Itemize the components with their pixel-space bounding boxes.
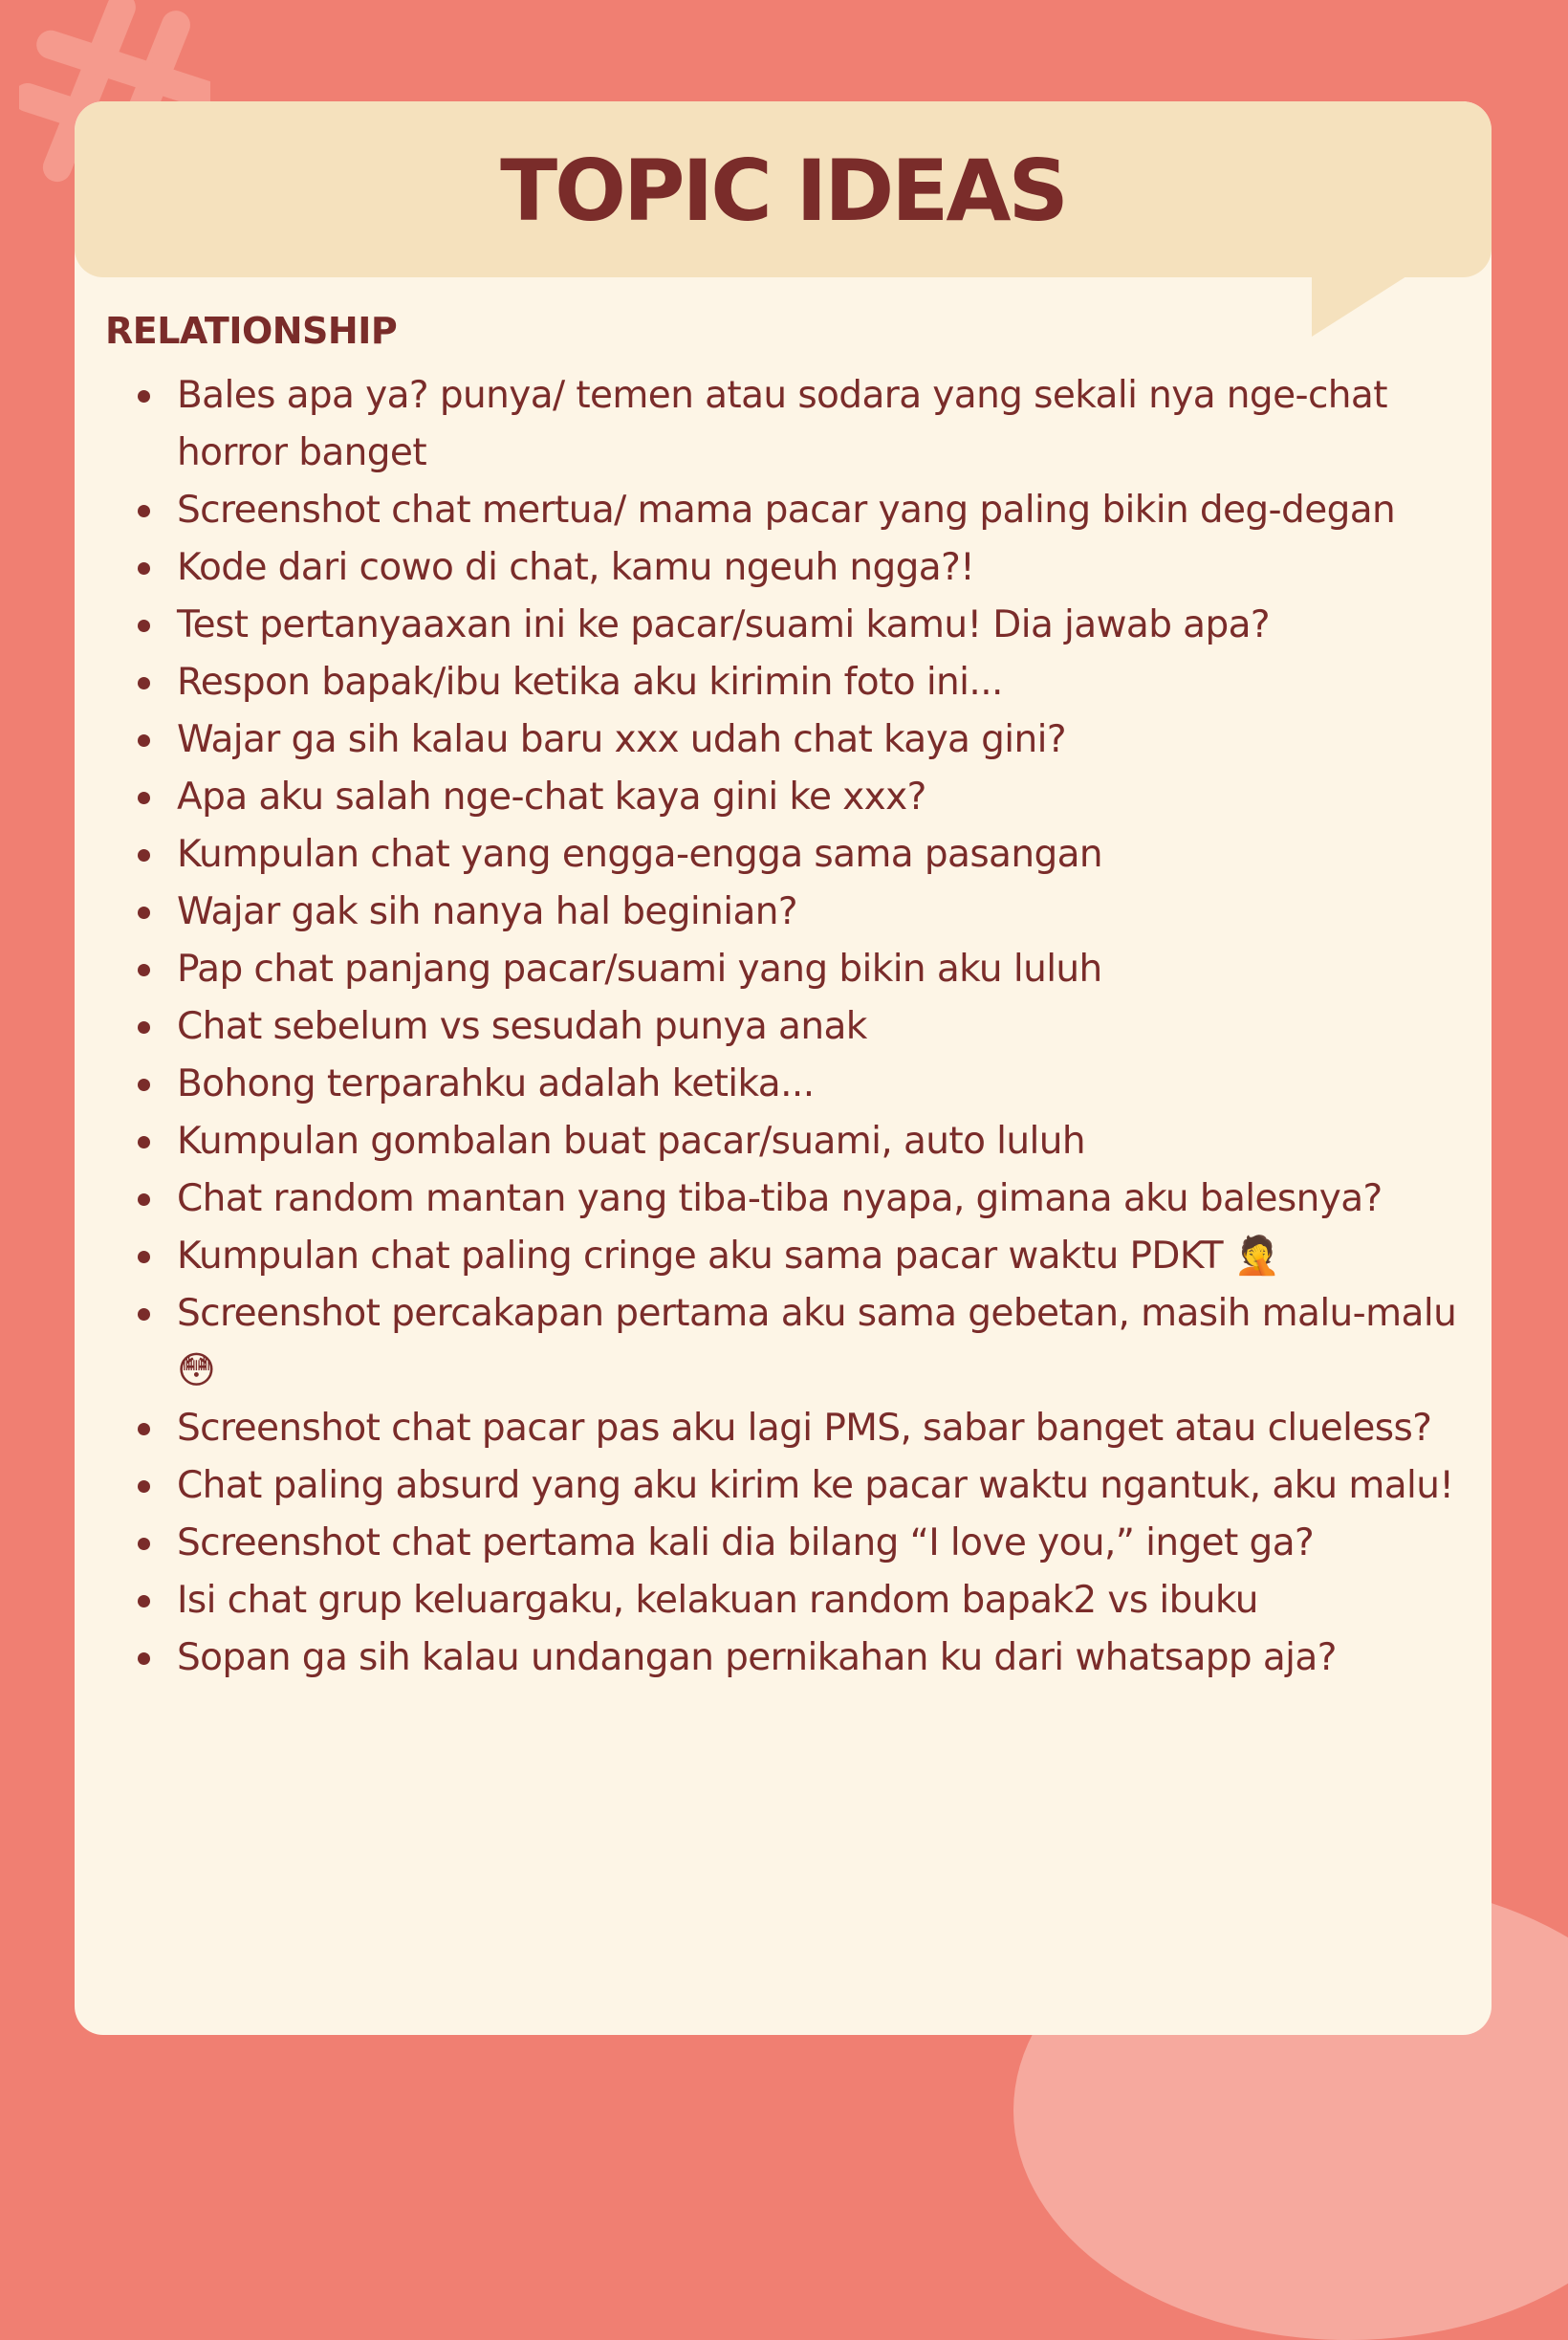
topic-text: Sopan ga sih kalau undangan pernikahan ku dari whatsapp aja?: [177, 1636, 1337, 1679]
topic-text: Isi chat grup keluargaku, kelakuan random bapak2 vs ibuku: [177, 1579, 1258, 1622]
list-item: [105, 941, 1482, 998]
bullet-icon: [138, 1308, 150, 1321]
topic-text: Kumpulan chat yang engga-engga sama pasangan: [177, 833, 1103, 876]
topic-text: Wajar gak sih nanya hal beginian?: [177, 890, 798, 933]
list-item: [105, 597, 1482, 654]
topic-text: Screenshot chat pertama kali dia bilang “I love you,” inget ga?: [177, 1521, 1315, 1564]
bullet-icon: [138, 620, 150, 632]
list-item: [105, 539, 1482, 597]
bullet-icon: [138, 734, 150, 747]
topic-text: Screenshot chat mertua/ mama pacar yang paling bikin deg-degan: [177, 489, 1396, 532]
bullet-icon: [138, 1079, 150, 1091]
bullet-icon: [138, 1021, 150, 1034]
list-item: [105, 1515, 1482, 1572]
topic-text: Screenshot chat pacar pas aku lagi PMS, sabar banget atau clueless?: [177, 1407, 1432, 1450]
list-item: [105, 367, 1482, 482]
topic-text: Pap chat panjang pacar/suami yang bikin aku luluh: [177, 948, 1102, 991]
topic-text: Chat sebelum vs sesudah punya anak: [177, 1005, 867, 1048]
topic-text: Bohong terparahku adalah ketika...: [177, 1062, 815, 1105]
section-title: RELATIONSHIP: [105, 310, 398, 352]
topic-text: Bales apa ya? punya/ temen atau sodara yang sekali nya nge-chat horror banget: [177, 374, 1387, 474]
list-item: [105, 1572, 1482, 1629]
bullet-icon: [138, 1595, 150, 1607]
topic-text: Test pertanyaaxan ini ke pacar/suami kamu! Dia jawab apa?: [177, 603, 1270, 646]
bullet-icon: [138, 1538, 150, 1550]
bullet-icon: [138, 562, 150, 575]
list-item: [105, 1400, 1482, 1457]
list-item: [105, 1113, 1482, 1170]
bullet-icon: [138, 1423, 150, 1435]
list-item: [105, 769, 1482, 826]
bullet-icon: [138, 1193, 150, 1206]
page-title: TOPIC IDEAS: [500, 142, 1066, 240]
topic-card: [75, 101, 1492, 2035]
list-item: [105, 654, 1482, 711]
topic-text: Chat paling absurd yang aku kirim ke pacar waktu ngantuk, aku malu!: [177, 1464, 1454, 1507]
bullet-icon: [138, 677, 150, 689]
topic-text: Kumpulan chat paling cringe aku sama pacar waktu PDKT 🤦: [177, 1235, 1280, 1278]
title-banner: [75, 101, 1492, 277]
list-item: [105, 884, 1482, 941]
list-item: [105, 998, 1482, 1056]
topic-text: Apa aku salah nge-chat kaya gini ke xxx?: [177, 776, 926, 819]
list-item: [105, 482, 1482, 539]
bullet-icon: [138, 849, 150, 862]
topic-text: Kumpulan gombalan buat pacar/suami, auto luluh: [177, 1120, 1085, 1163]
list-item: [105, 826, 1482, 884]
bullet-icon: [138, 505, 150, 517]
list-item: [105, 1285, 1482, 1400]
bullet-icon: [138, 1251, 150, 1263]
list-item: [105, 711, 1482, 769]
bullet-icon: [138, 1652, 150, 1665]
topic-text: Wajar ga sih kalau baru xxx udah chat kaya gini?: [177, 718, 1066, 761]
bullet-icon: [138, 964, 150, 976]
bullet-icon: [138, 1136, 150, 1148]
speech-bubble-tail: [1312, 270, 1417, 337]
bullet-icon: [138, 390, 150, 403]
list-item: [105, 1056, 1482, 1113]
list-item: [105, 1228, 1482, 1285]
bullet-icon: [138, 792, 150, 804]
bullet-icon: [138, 907, 150, 919]
list-item: [105, 1457, 1482, 1515]
list-item: [105, 1170, 1482, 1228]
topic-text: Chat random mantan yang tiba-tiba nyapa, gimana aku balesnya?: [177, 1177, 1383, 1220]
topic-text: Respon bapak/ibu ketika aku kirimin foto ini...: [177, 661, 1003, 704]
list-item: [105, 1629, 1482, 1687]
bullet-icon: [138, 1480, 150, 1493]
topic-text: Screenshot percakapan pertama aku sama gebetan, masih malu-malu 😳: [177, 1292, 1457, 1392]
topic-text: Kode dari cowo di chat, kamu ngeuh ngga?!: [177, 546, 975, 589]
topic-list: [105, 367, 1482, 1687]
